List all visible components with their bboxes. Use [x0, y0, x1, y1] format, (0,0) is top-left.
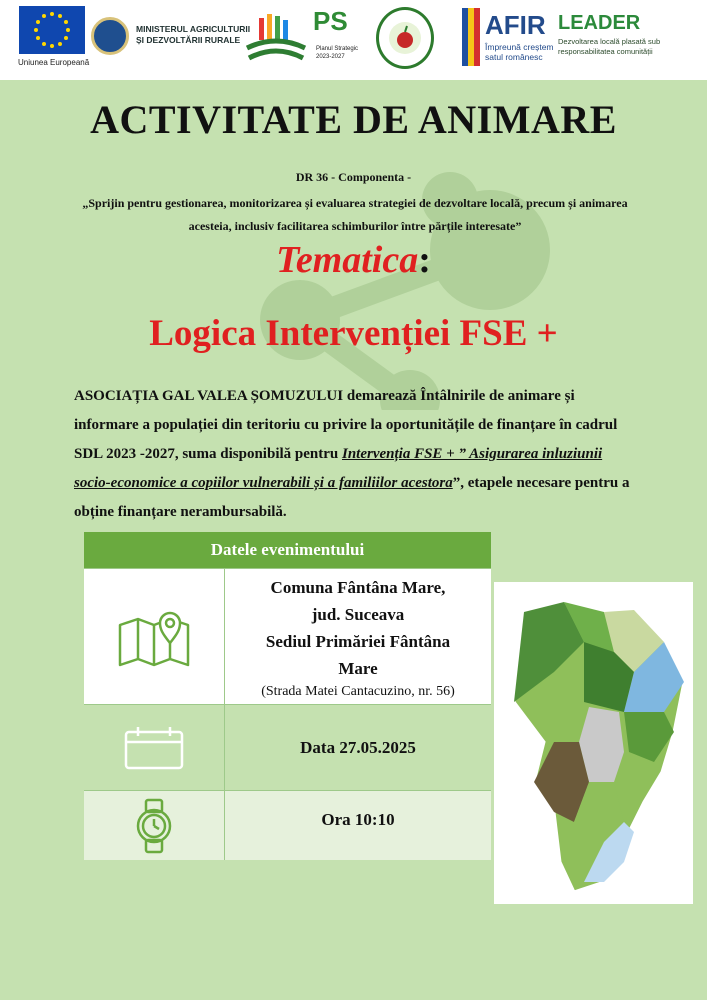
dr-line: DR 36 - Componenta -: [295, 170, 412, 184]
location-row: [84, 568, 491, 704]
event-date: Data 27.05.2025: [300, 737, 416, 757]
location-line-2: jud. Suceava: [311, 604, 405, 624]
date-row: [84, 704, 491, 790]
event-time: Ora 10:10: [321, 809, 395, 829]
tematica-label: Tematica: [276, 239, 419, 281]
ps-line-1: Planul Strategic: [316, 46, 359, 52]
announcement-paragraph: [74, 382, 634, 527]
date-icon-cell: [84, 705, 225, 790]
afir-flag-logo: [462, 8, 480, 66]
calendar-icon: [122, 724, 186, 772]
location-line-4: Mare: [338, 658, 378, 678]
logo-bar: [0, 0, 707, 80]
leader-line-2: responsabilitatea comunității: [558, 47, 653, 56]
component-description: „Sprijin pentru gestionarea, monitorizarea și evaluarea strategiei de dezvoltare locală, precum și animarea acesteia, inclusiv facilitarea schimburilor între părțile interesate”: [82, 196, 628, 233]
afir-line-1: Împreună creștem: [485, 42, 554, 52]
leader-logo: LEADER: [558, 12, 641, 34]
ps-line-2: 2023-2027: [316, 54, 345, 60]
map-pin-icon: [116, 605, 192, 669]
eu-flag-logo: [19, 6, 85, 54]
location-line-1: Comuna Fântâna Mare,: [270, 577, 446, 597]
afir-subtitle: [485, 42, 554, 62]
government-seal-logo: [91, 17, 129, 55]
afir-line-2: satul românesc: [485, 52, 543, 62]
time-icon-cell: [84, 791, 225, 860]
ps-stripes-logo: [243, 12, 309, 66]
location-text-cell: [225, 569, 491, 704]
afir-logo: AFIR: [485, 10, 546, 40]
tematica-colon: :: [418, 239, 431, 281]
time-text-cell: [225, 791, 491, 860]
date-text-cell: [225, 705, 491, 790]
intervention-name: Intervenția FSE + ” Asigurarea inluziunii socio-economice a copiilor vulnerabili și a familiilor acestora: [74, 446, 603, 491]
gal-seal-logo: [376, 7, 434, 69]
event-details-table: [84, 532, 491, 860]
ministry-line-1: MINISTERUL AGRICULTURII: [136, 24, 251, 34]
location-line-3: Sediul Primăriei Fântâna: [265, 631, 451, 651]
paragraph-part-2: ”, etapele necesare pentru a obține finanțare nerambursabilă.: [74, 475, 630, 520]
ministry-name: [136, 24, 250, 46]
ps-subtitle: [316, 45, 358, 61]
eu-caption: Uniunea Europeană: [18, 58, 90, 67]
paragraph-part-1: ASOCIAȚIA GAL VALEA ȘOMUZULUI demarează Întâlnirile de animare și informare a populației din teritoriu cu privire la oportunitățile de finanțare în cadrul SDL 2023 -2027, suma disponibilă pentru: [74, 388, 618, 462]
time-row: [84, 790, 491, 860]
location-address: (Strada Matei Cantacuzino, nr. 56): [261, 683, 455, 699]
watch-icon: [134, 798, 174, 854]
commune-map-image: [494, 582, 693, 904]
leader-line-1: Dezvoltarea locală plasată sub: [558, 37, 661, 46]
topic-heading: Logica Intervenției FSE +: [149, 313, 558, 354]
location-icon-cell: [84, 569, 225, 704]
tematica-heading: [0, 238, 707, 282]
event-header: Datele evenimentului: [84, 532, 491, 568]
ministry-line-2: ȘI DEZVOLTĂRII RURALE: [136, 35, 241, 45]
page-title: ACTIVITATE DE ANIMARE: [90, 97, 617, 142]
ps-logo: PS: [313, 6, 348, 36]
leader-subtitle: [558, 37, 660, 57]
